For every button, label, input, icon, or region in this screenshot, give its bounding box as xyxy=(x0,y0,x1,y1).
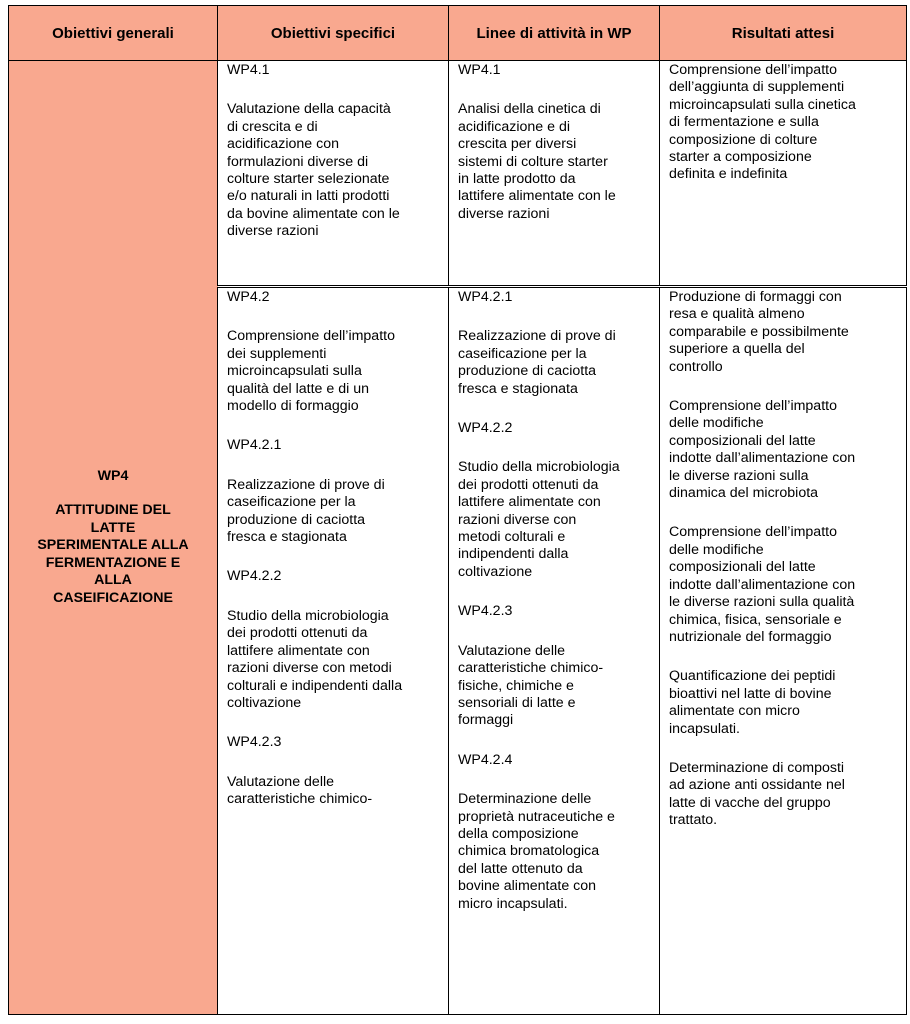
cell-text-line: caratteristiche chimico- xyxy=(458,660,604,677)
cell-paragraph xyxy=(227,568,440,585)
cell-text-line: in latte prodotto da xyxy=(458,171,576,188)
cell-text-line: Realizzazione di prove di xyxy=(227,476,385,493)
cell-text-line: modello di formaggio xyxy=(227,398,359,415)
cell-text-line: fisiche, chimiche e xyxy=(458,677,574,694)
cell-text-line: Determinazione di composti xyxy=(669,759,845,776)
cell-paragraph xyxy=(227,774,440,809)
cell-paragraph xyxy=(669,760,898,830)
general-objective-cell xyxy=(9,61,218,1015)
cell-text-line: alimentate con micro xyxy=(669,703,800,720)
paragraph-gap xyxy=(227,712,440,734)
cell-text-line: chimica bromatologica xyxy=(458,843,600,860)
cell-text-line: del latte ottenuto da xyxy=(458,860,583,877)
cell-text-line: ad azione anti ossidante nel xyxy=(669,777,845,794)
specific-objectives-cell xyxy=(218,61,449,287)
general-objective-code: WP4 xyxy=(97,468,129,485)
cell-text-line: Produzione di formaggi con xyxy=(669,289,842,305)
cell-text-line: coltivazione xyxy=(227,694,302,711)
cell-text-line: le diverse razioni sulla xyxy=(669,467,809,484)
cell-text-line: delle modifiche xyxy=(669,415,764,432)
cell-paragraph xyxy=(458,752,651,769)
cell-text-line: Quantificazione dei peptidi xyxy=(669,668,836,685)
cell-paragraph xyxy=(669,398,898,502)
cell-paragraph xyxy=(669,668,898,738)
cell-paragraph xyxy=(227,477,440,547)
table-row xyxy=(9,61,907,287)
general-objective-title-line: FERMENTAZIONE E xyxy=(45,554,181,571)
paragraph-gap xyxy=(227,546,440,568)
paragraph-gap xyxy=(458,730,651,752)
cell-text-line: formaggi xyxy=(458,712,514,729)
general-objective-title-line: CASEIFICAZIONE xyxy=(53,589,173,606)
paragraph-gap xyxy=(458,437,651,459)
cell-text-line: microincapsulati sulla xyxy=(227,363,362,380)
cell-text-line: dinamica del microbiota xyxy=(669,485,819,502)
cell-text-line: dell’aggiunta di supplementi xyxy=(669,79,845,96)
paragraph-gap xyxy=(227,455,440,477)
cell-paragraph xyxy=(227,62,440,79)
cell-text-line: diverse razioni xyxy=(458,205,550,222)
cell-paragraph xyxy=(458,603,651,620)
cell-paragraph xyxy=(458,289,651,306)
cell-text-line: composizionali del latte xyxy=(669,432,816,449)
cell-text-line: Valutazione della capacità xyxy=(227,101,391,118)
cell-text-line: composizionali del latte xyxy=(669,559,816,576)
cell-text-line: indotte dall’alimentazione con xyxy=(669,576,856,593)
cell-text-line: composizione di colture xyxy=(669,131,818,148)
cell-text-line: fresca e stagionata xyxy=(458,380,578,397)
general-objective-title-line: ALLA xyxy=(94,572,132,589)
cell-text-line: caseificazione per la xyxy=(458,345,587,362)
cell-text-line: diverse razioni xyxy=(227,223,319,240)
cell-text-line: comparabile e possibilmente xyxy=(669,323,849,340)
objectives-table xyxy=(8,5,907,1015)
cell-text-line: metodi colturali e xyxy=(458,529,566,546)
paragraph-gap xyxy=(458,581,651,603)
general-objective-title-line: ATTITUDINE DEL xyxy=(55,502,171,519)
header-row xyxy=(9,6,907,61)
header-specific-objectives: Obiettivi specifici xyxy=(218,6,449,61)
paragraph-gap xyxy=(458,306,651,328)
cell-text-line: latte di vacche del gruppo xyxy=(669,794,831,811)
cell-paragraph xyxy=(458,420,651,437)
cell-text-line: sensoriali di latte e xyxy=(458,694,576,711)
cell-text-line: Determinazione delle xyxy=(458,791,592,808)
cell-paragraph xyxy=(669,62,898,184)
cell-paragraph xyxy=(227,289,440,306)
cell-paragraph xyxy=(458,791,651,913)
cell-text-line: colture starter selezionate xyxy=(227,171,390,188)
cell-text-line: Studio della microbiologia xyxy=(458,459,620,476)
cell-text-line: WP4.2.1 xyxy=(458,289,513,305)
cell-text-line: crescita per diversi xyxy=(458,136,577,153)
cell-text-line: e/o naturali in latti prodotti xyxy=(227,188,390,205)
cell-text-line: delle modifiche xyxy=(669,541,764,558)
paragraph-gap xyxy=(227,415,440,437)
cell-text-line: Realizzazione di prove di xyxy=(458,328,616,345)
expected-results-cell xyxy=(660,61,907,287)
cell-paragraph xyxy=(458,62,651,79)
cell-text-line: Comprensione dell’impatto xyxy=(227,328,395,345)
paragraph-gap xyxy=(458,398,651,420)
cell-text-line: della composizione xyxy=(458,825,579,842)
cell-text-line: acidificazione con xyxy=(227,136,339,153)
cell-text-line: Analisi della cinetica di xyxy=(458,101,601,118)
cell-text-line: WP4.1 xyxy=(227,62,270,78)
cell-paragraph xyxy=(669,289,898,376)
cell-text-line: WP4.2.4 xyxy=(458,751,513,768)
cell-text-line: dei supplementi xyxy=(227,345,327,362)
cell-text-line: micro incapsulati. xyxy=(458,895,568,912)
cell-text-line: Comprensione dell’impatto xyxy=(669,524,837,541)
cell-paragraph xyxy=(458,459,651,581)
cell-paragraph xyxy=(227,328,440,415)
specific-objectives-cell xyxy=(218,287,449,1015)
cell-text-line: produzione di caciotta xyxy=(227,511,366,528)
cell-text-line: WP4.2.3 xyxy=(458,603,513,620)
cell-text-line: fresca e stagionata xyxy=(227,529,347,546)
cell-text-line: razioni diverse con metodi xyxy=(227,660,392,677)
paragraph-gap xyxy=(458,79,651,101)
cell-text-line: WP4.2.1 xyxy=(227,437,282,454)
cell-text-line: trattato. xyxy=(669,812,718,829)
cell-paragraph xyxy=(458,101,651,223)
cell-paragraph xyxy=(458,328,651,398)
paragraph-gap xyxy=(669,502,898,524)
header-expected-results: Risultati attesi xyxy=(660,6,907,61)
cell-text-line: produzione di caciotta xyxy=(458,363,597,380)
cell-text-line: controllo xyxy=(669,358,723,375)
paragraph-gap xyxy=(458,769,651,791)
cell-text-line: coltivazione xyxy=(458,563,533,580)
cell-text-line: qualità del latte e di un xyxy=(227,380,369,397)
cell-text-line: nutrizionale del formaggio xyxy=(669,628,832,645)
cell-text-line: dei prodotti ottenuti da xyxy=(227,625,368,642)
cell-text-line: Valutazione delle xyxy=(458,642,566,659)
cell-text-line: da bovine alimentate con le xyxy=(227,205,400,222)
cell-text-line: lattifere alimentate con xyxy=(227,642,370,659)
cell-text-line: bioattivi nel latte di bovine xyxy=(669,685,832,702)
cell-text-line: superiore a quella del xyxy=(669,341,805,358)
header-general-objectives: Obiettivi generali xyxy=(9,6,218,61)
cell-text-line: WP4.2 xyxy=(227,289,270,305)
cell-text-line: Comprensione dell’impatto xyxy=(669,398,837,415)
cell-paragraph xyxy=(227,101,440,240)
cell-text-line: le diverse razioni sulla qualità xyxy=(669,594,855,611)
cell-paragraph xyxy=(669,524,898,646)
cell-paragraph xyxy=(227,437,440,454)
paragraph-gap xyxy=(227,752,440,774)
cell-text-line: razioni diverse con xyxy=(458,511,577,528)
activity-lines-cell xyxy=(449,287,660,1015)
cell-text-line: caseificazione per la xyxy=(227,494,356,511)
paragraph-gap xyxy=(227,306,440,328)
cell-text-line: starter a composizione xyxy=(669,149,812,166)
cell-text-line: acidificazione e di xyxy=(458,118,570,135)
cell-text-line: Comprensione dell’impatto xyxy=(669,62,837,78)
cell-text-line: definita e indefinita xyxy=(669,166,788,183)
cell-paragraph xyxy=(458,643,651,730)
general-objective-title-line: SPERIMENTALE ALLA xyxy=(37,537,189,554)
paragraph-gap xyxy=(669,376,898,398)
cell-text-line: di crescita e di xyxy=(227,118,318,135)
cell-text-line: WP4.2.3 xyxy=(227,734,282,751)
cell-text-line: lattifere alimentate con le xyxy=(458,188,616,205)
cell-text-line: bovine alimentate con xyxy=(458,878,597,895)
expected-results-cell xyxy=(660,287,907,1015)
cell-text-line: indotte dall’alimentazione con xyxy=(669,450,856,467)
paragraph-gap xyxy=(227,586,440,608)
general-objective-title-line: LATTE xyxy=(90,519,136,536)
cell-text-line: incapsulati. xyxy=(669,720,740,737)
cell-text-line: lattifere alimentate con xyxy=(458,494,601,511)
cell-text-line: dei prodotti ottenuti da xyxy=(458,476,599,493)
cell-text-line: microincapsulati sulla cinetica xyxy=(669,96,856,113)
cell-text-line: resa e qualità almeno xyxy=(669,306,805,323)
cell-paragraph xyxy=(227,734,440,751)
cell-text-line: proprietà nutraceutiche e xyxy=(458,808,615,825)
cell-paragraph xyxy=(227,608,440,712)
cell-text-line: formulazioni diverse di xyxy=(227,153,369,170)
paragraph-gap xyxy=(669,738,898,760)
cell-text-line: chimica, fisica, sensoriale e xyxy=(669,611,842,628)
cell-text-line: colturali e indipendenti dalla xyxy=(227,677,403,694)
paragraph-gap xyxy=(458,621,651,643)
cell-text-line: sistemi di colture starter xyxy=(458,153,608,170)
paragraph-gap xyxy=(227,79,440,101)
cell-text-line: Studio della microbiologia xyxy=(227,607,389,624)
cell-text-line: di fermentazione e sulla xyxy=(669,114,819,131)
cell-text-line: WP4.2.2 xyxy=(458,420,513,437)
activity-lines-cell xyxy=(449,61,660,287)
cell-text-line: WP4.1 xyxy=(458,62,501,78)
cell-text-line: WP4.2.2 xyxy=(227,568,282,585)
header-activity-lines: Linee di attività in WP xyxy=(449,6,660,61)
cell-text-line: caratteristiche chimico- xyxy=(227,791,373,808)
cell-text-line: Valutazione delle xyxy=(227,773,335,790)
paragraph-gap xyxy=(669,646,898,668)
cell-text-line: indipendenti dalla xyxy=(458,546,569,563)
